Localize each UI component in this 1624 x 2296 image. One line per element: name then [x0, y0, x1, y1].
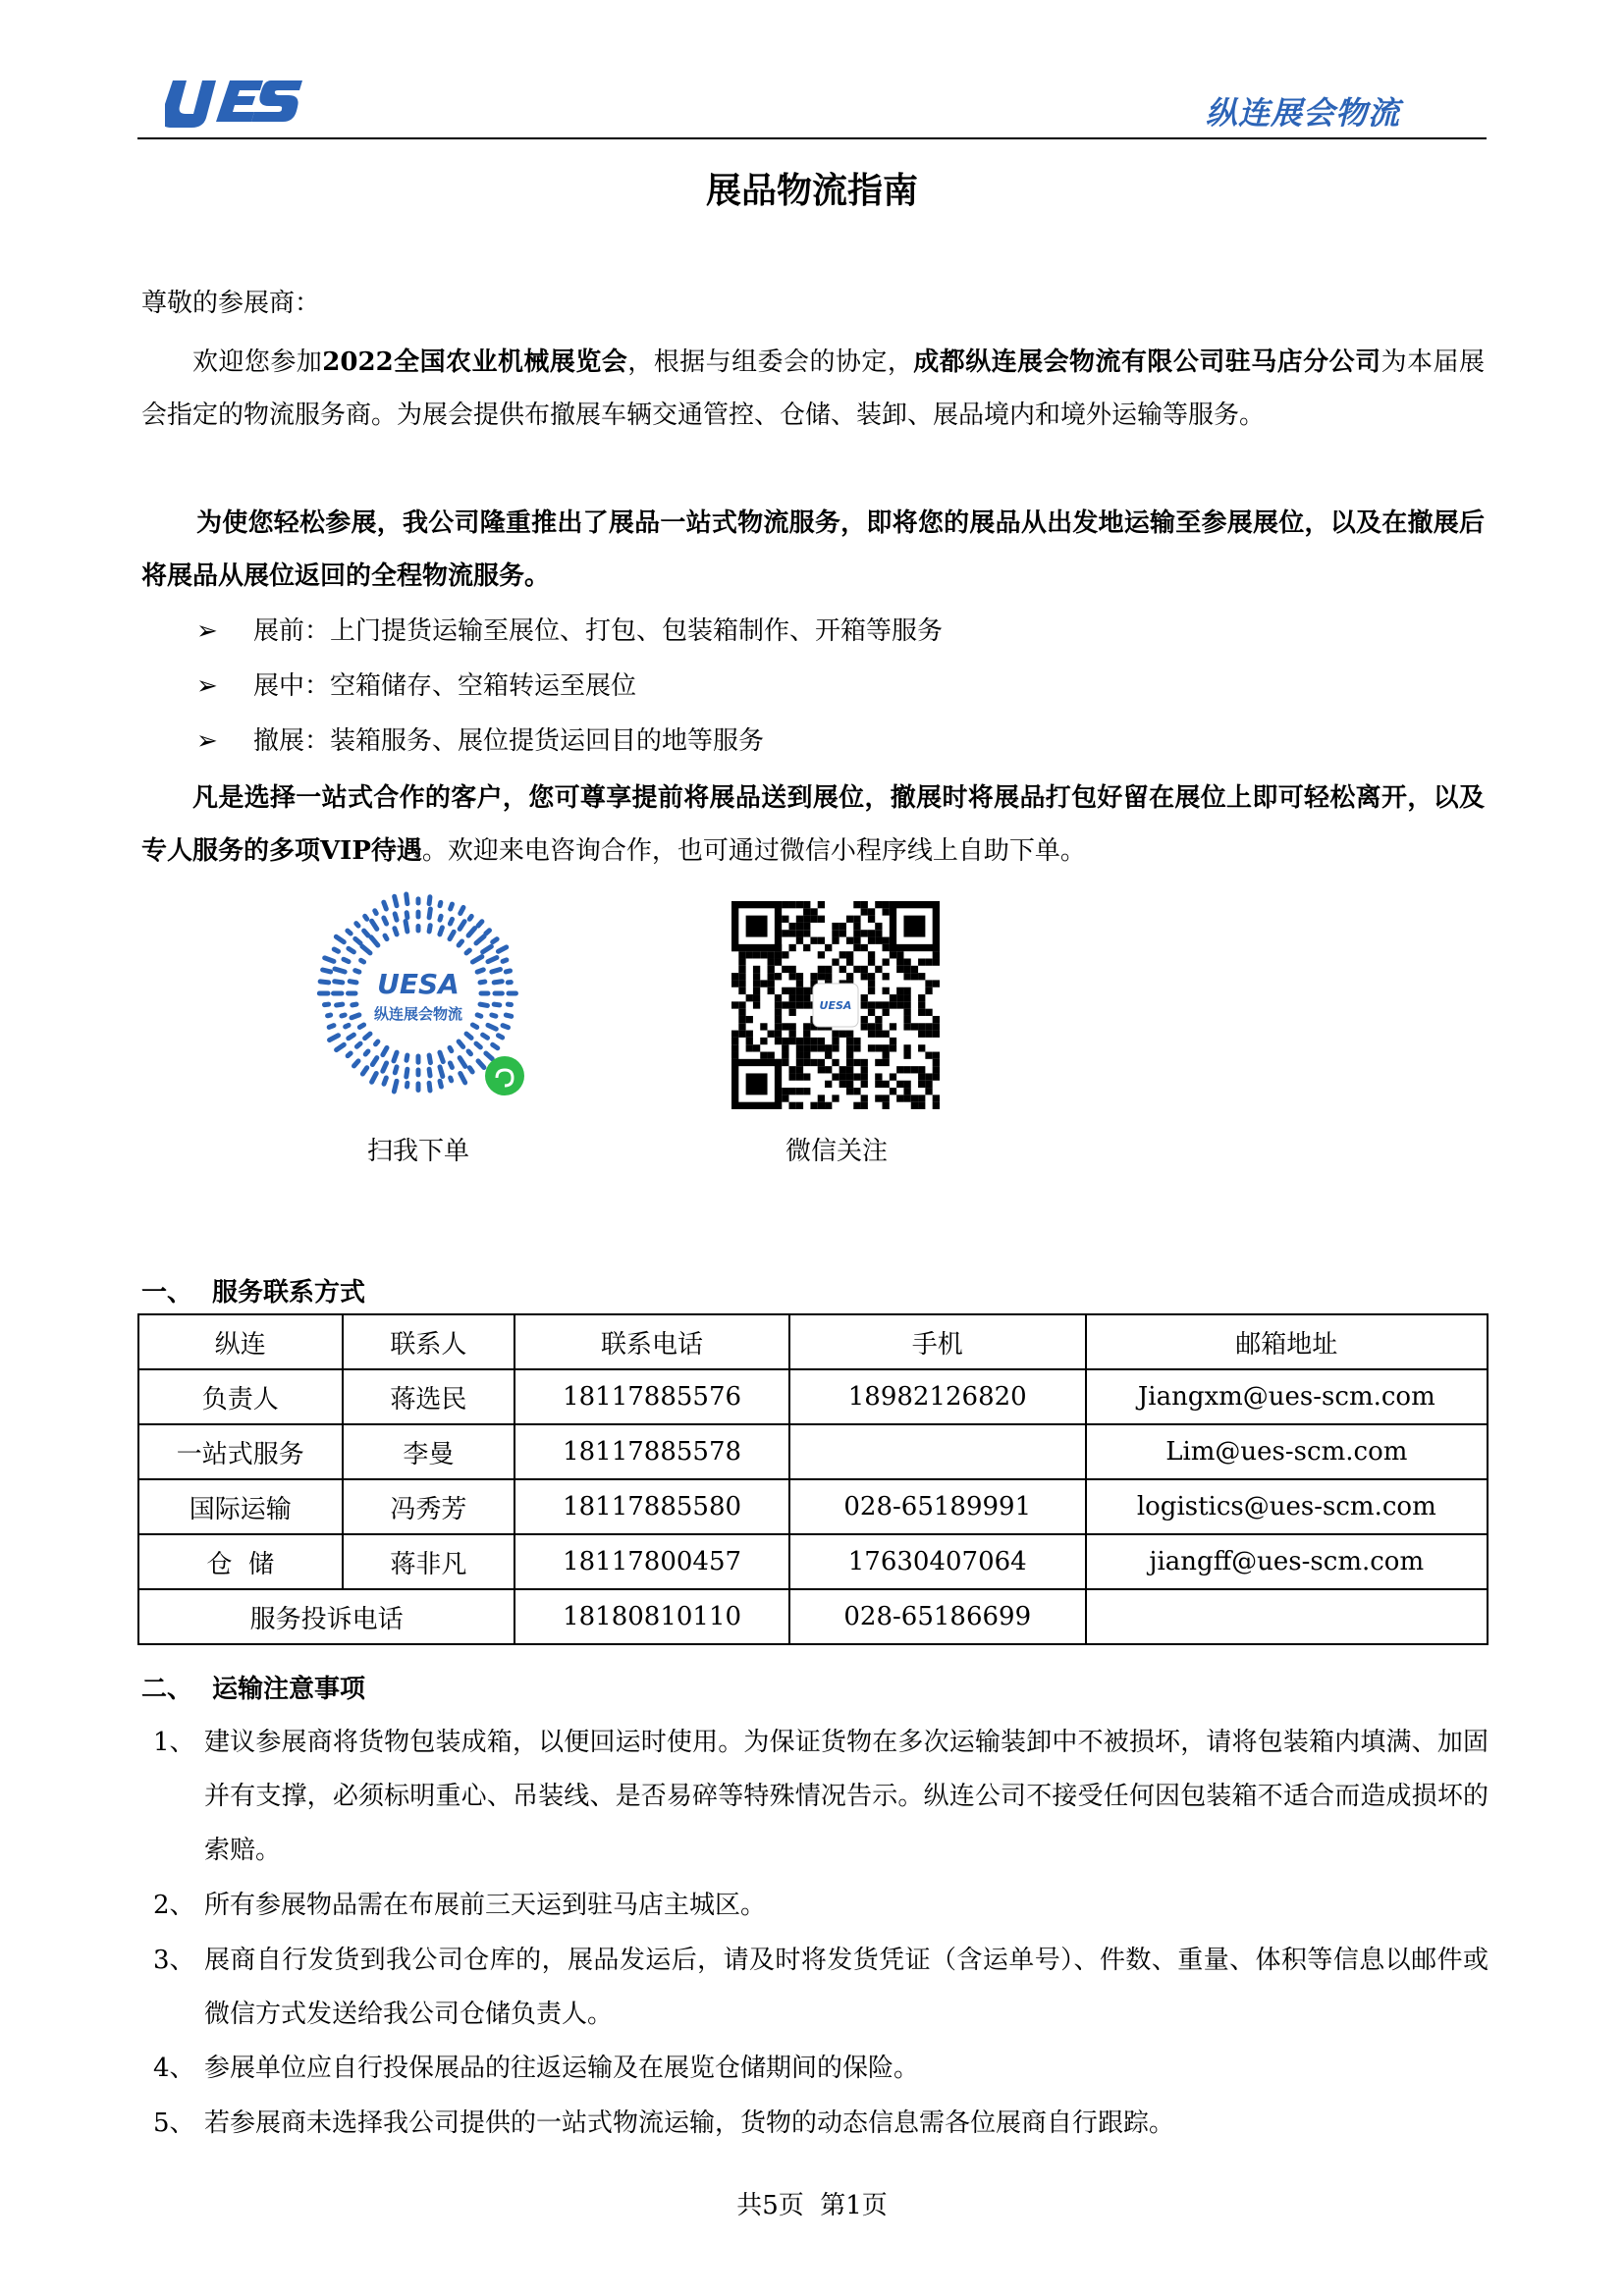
- note-item: [153, 1934, 1489, 2042]
- table-cell[interactable]: logistics@ues-scm.com: [1086, 1479, 1488, 1534]
- note-item: [153, 1716, 1489, 1878]
- list-item-text: 展前：上门提货运输至展位、打包、包装箱制作、开箱等服务: [253, 616, 944, 646]
- table-cell[interactable]: jiangff@ues-scm.com: [1086, 1534, 1488, 1589]
- table-cell: 18117800457: [514, 1534, 789, 1589]
- note-number: 3、: [153, 1946, 195, 1975]
- mini-brand-text: 纵连展会物流: [373, 1005, 463, 1023]
- table-header: 纵连: [138, 1314, 343, 1369]
- brand-wordmark: 纵连展会物流: [1206, 94, 1401, 132]
- table-cell: 蒋选民: [343, 1369, 515, 1424]
- list-item: [196, 611, 943, 647]
- table-cell: 冯秀芳: [343, 1479, 515, 1534]
- salutation: 尊敬的参展商：: [141, 289, 321, 318]
- note-number: 5、: [153, 2109, 195, 2138]
- logo-text: UESA: [165, 73, 168, 74]
- complaint-label: 服务投诉电话: [138, 1589, 514, 1644]
- section-heading: [141, 1669, 365, 1705]
- table-header: 手机: [789, 1314, 1086, 1369]
- note-number: 2、: [153, 1891, 195, 1920]
- note-number: 1、: [153, 1728, 195, 1757]
- table-row: [138, 1369, 1488, 1424]
- arrow-bullet-icon: ➢: [196, 671, 218, 701]
- wechat-qr-code[interactable]: [727, 901, 945, 1109]
- section-number: 一、: [141, 1278, 193, 1308]
- company-name: 成都纵连展会物流有限公司驻马店分公司: [913, 347, 1381, 377]
- mini-logo-text: UESA: [377, 968, 460, 1000]
- vip-paragraph: [141, 772, 1485, 878]
- list-item-text: 撤展：装箱服务、展位提货运回目的地等服务: [253, 726, 765, 756]
- wechat-caption: 微信关注: [785, 1137, 889, 1166]
- complaint-row: [138, 1589, 1488, 1644]
- table-header: 联系电话: [514, 1314, 789, 1369]
- table-row: [138, 1479, 1488, 1534]
- note-text: 参展单位应自行投保展品的往返运输及在展览仓储期间的保险。: [204, 2054, 920, 2083]
- note-item: [153, 2097, 1489, 2151]
- arrow-bullet-icon: ➢: [196, 726, 218, 756]
- intro-text: ，根据与组委会的协定，: [627, 347, 914, 377]
- mini-program-badge-icon: [485, 1056, 524, 1095]
- table-cell: 028-65189991: [789, 1479, 1086, 1534]
- table-row: [138, 1424, 1488, 1479]
- vip-text: 凡是选择一站式合作的客户，您可尊享提前将展品送到展位，撤展时将展品打包好留在展位上即可轻松离开，以及专人服务的多项VIP待遇: [141, 783, 1485, 866]
- table-cell: [1086, 1589, 1488, 1644]
- table-cell: 18117885576: [514, 1369, 789, 1424]
- uesa-logo: [165, 73, 322, 128]
- note-item: [153, 1879, 1489, 1933]
- note-text: 所有参展物品需在布展前三天运到驻马店主城区。: [204, 1891, 767, 1920]
- table-header-row: [138, 1314, 1488, 1369]
- header-divider: [137, 137, 1487, 139]
- promo-paragraph: 为使您轻松参展，我公司隆重推出了展品一站式物流服务，即将您的展品从出发地运输至参展展位，以及在撤展后将展品从展位返回的全程物流服务。: [141, 508, 1485, 591]
- section-heading: [141, 1272, 365, 1308]
- mini-program-caption: 扫我下单: [367, 1137, 470, 1166]
- table-cell: 18982126820: [789, 1369, 1086, 1424]
- table-cell: 一站式服务: [138, 1424, 343, 1479]
- mini-program-code[interactable]: [302, 883, 542, 1109]
- intro-text: 欢迎您参加: [192, 347, 323, 377]
- note-text: 若参展商未选择我公司提供的一站式物流运输，货物的动态信息需各位展商自行跟踪。: [204, 2109, 1175, 2138]
- table-cell: [789, 1424, 1086, 1479]
- vip-text: 。欢迎来电咨询合作，也可通过微信小程序线上自助下单。: [421, 836, 1086, 866]
- list-item-text: 展中：空箱储存、空箱转运至展位: [253, 671, 637, 701]
- event-name: 2022全国农业机械展览会: [322, 347, 628, 377]
- section-title: 运输注意事项: [212, 1675, 366, 1704]
- note-number: 4、: [153, 2054, 195, 2083]
- table-row: [138, 1534, 1488, 1589]
- note-text: 建议参展商将货物包装成箱，以便回运时使用。为保证货物在多次运输装卸中不被损坏，请将包装箱内填满、加固并有支撑，必须标明重心、吊装线、是否易碎等特殊情况告示。纵连公司不接受任何因包装箱不适合而造成损坏的索赔。: [204, 1728, 1489, 1865]
- intro-text: 为本届展会指定的物流服务商。为展会提供布撤展车辆交通管控、仓储、装卸、展品境内和境外运输等服务。: [141, 347, 1485, 430]
- table-cell[interactable]: Lim@ues-scm.com: [1086, 1424, 1488, 1479]
- section-number: 二、: [141, 1675, 193, 1704]
- table-cell: 李曼: [343, 1424, 515, 1479]
- arrow-bullet-icon: ➢: [196, 616, 218, 646]
- table-cell: 仓 储: [138, 1534, 343, 1589]
- table-cell: 负责人: [138, 1369, 343, 1424]
- table-cell: 蒋非凡: [343, 1534, 515, 1589]
- table-cell: 18117885580: [514, 1479, 789, 1534]
- wechat-qr-logo-text: UESA: [819, 999, 852, 1012]
- table-cell: 17630407064: [789, 1534, 1086, 1589]
- table-header: 邮箱地址: [1086, 1314, 1488, 1369]
- list-item: [196, 721, 764, 757]
- section-title: 服务联系方式: [212, 1278, 366, 1308]
- note-text: 展商自行发货到我公司仓库的，展品发运后，请及时将发货凭证（含运单号）、件数、重量、体积等信息以邮件或微信方式发送给我公司仓储负责人。: [204, 1946, 1489, 2029]
- table-cell: 国际运输: [138, 1479, 343, 1534]
- table-header: 联系人: [343, 1314, 515, 1369]
- note-item: [153, 2042, 1489, 2096]
- table-cell: 18180810110: [514, 1589, 789, 1644]
- page-number: 共5页 第1页: [736, 2191, 888, 2220]
- contact-table: [137, 1313, 1489, 1645]
- table-cell: 028-65186699: [789, 1589, 1086, 1644]
- list-item: [196, 666, 636, 702]
- intro-paragraph: [141, 336, 1485, 442]
- page-title: 展品物流指南: [705, 171, 918, 211]
- table-cell[interactable]: Jiangxm@ues-scm.com: [1086, 1369, 1488, 1424]
- table-cell: 18117885578: [514, 1424, 789, 1479]
